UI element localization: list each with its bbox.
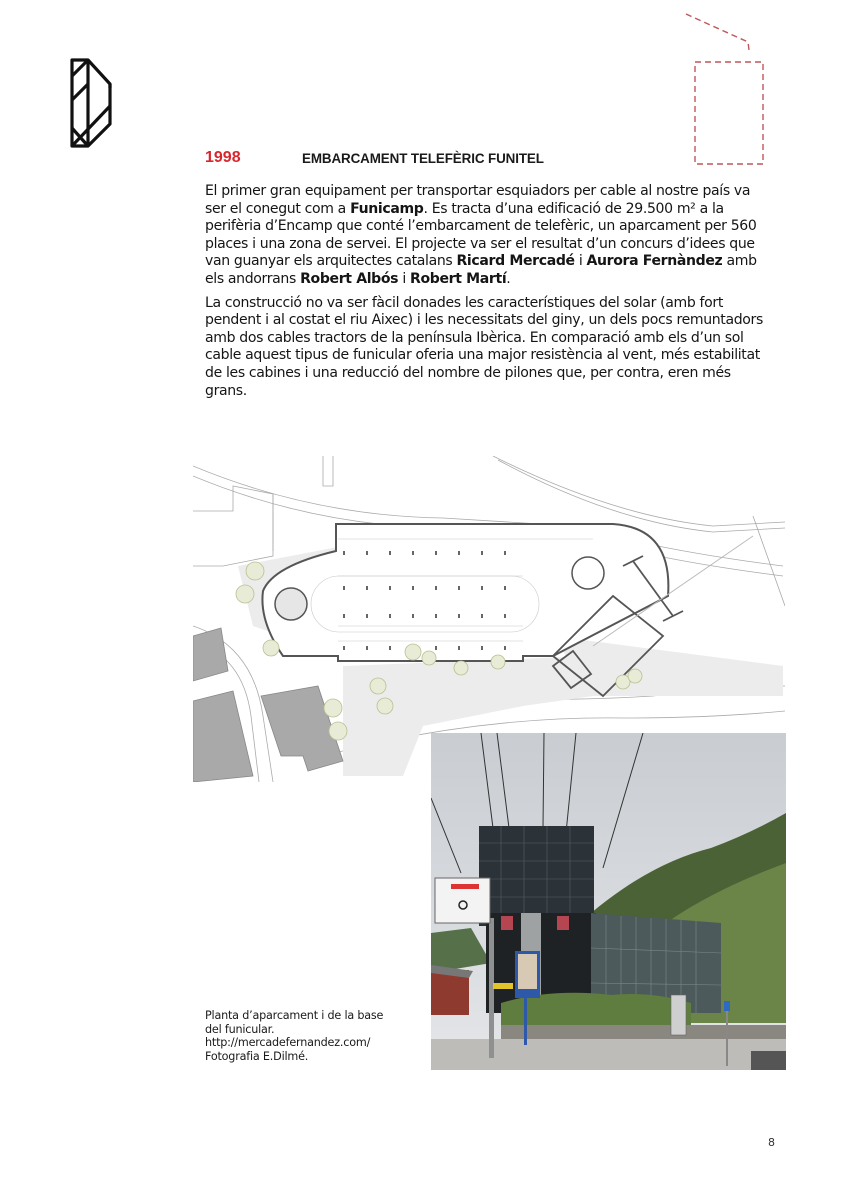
section-title: EMBARCAMENT TELEFÈRIC FUNITEL — [302, 151, 544, 166]
bold-name: Robert Martí — [410, 270, 507, 287]
caption-source-link[interactable]: http://mercadefernandez.com/ — [205, 1036, 371, 1049]
text-run: El primer gran equipament per transportar esquiadors per cable al nostre país va ser el conegut com a — [205, 183, 751, 217]
figure-caption — [205, 1009, 430, 1063]
text-run: amb els andorrans — [205, 253, 757, 287]
bold-name: Robert Albós — [300, 270, 399, 287]
paragraph-1 — [205, 183, 765, 289]
station-photo — [431, 733, 786, 1070]
logo-icon — [66, 58, 136, 150]
page-number: 8 — [768, 1136, 775, 1149]
dashed-frame-mark — [680, 8, 770, 170]
text-run: . Es tracta d’una edificació de 29.500 m² a la perifèria d’Encamp que conté l’embarcament de telefèric, un aparcament per 560 places i una zona de servei. El projecte va ser el resultat d’un concurs d’idees que van guanyar els arquitectes catalans — [205, 200, 757, 270]
text-run: i — [398, 270, 410, 287]
caption-line: Planta d’aparcament i de la base — [205, 1009, 384, 1022]
year-label: 1998 — [205, 149, 241, 166]
body-text — [205, 183, 765, 406]
bold-name: Aurora Fernàndez — [586, 253, 723, 270]
caption-line: del funicular. — [205, 1022, 275, 1036]
paragraph-2: La construcció no va ser fàcil donades les característiques del solar (amb fort pendent i al costat el riu Aixec) i les necessitats del giny, un dels pocs remuntadors amb dos cables tractors de la península Ibèrica. En comparació amb els d’un sol cable aquest tipus de funicular oferia una major resistència al vent, més estabilitat de les cabines i una reducció del nombre de pilones que, per contra, eren més grans. — [205, 294, 763, 399]
bold-name: Funicamp — [350, 200, 424, 217]
text-run: . — [506, 270, 511, 287]
text-run: i — [574, 253, 587, 270]
bold-name: Ricard Mercadé — [456, 253, 575, 270]
section-heading — [205, 149, 765, 169]
caption-photo-credit: Fotografia E.Dilmé. — [205, 1049, 309, 1063]
